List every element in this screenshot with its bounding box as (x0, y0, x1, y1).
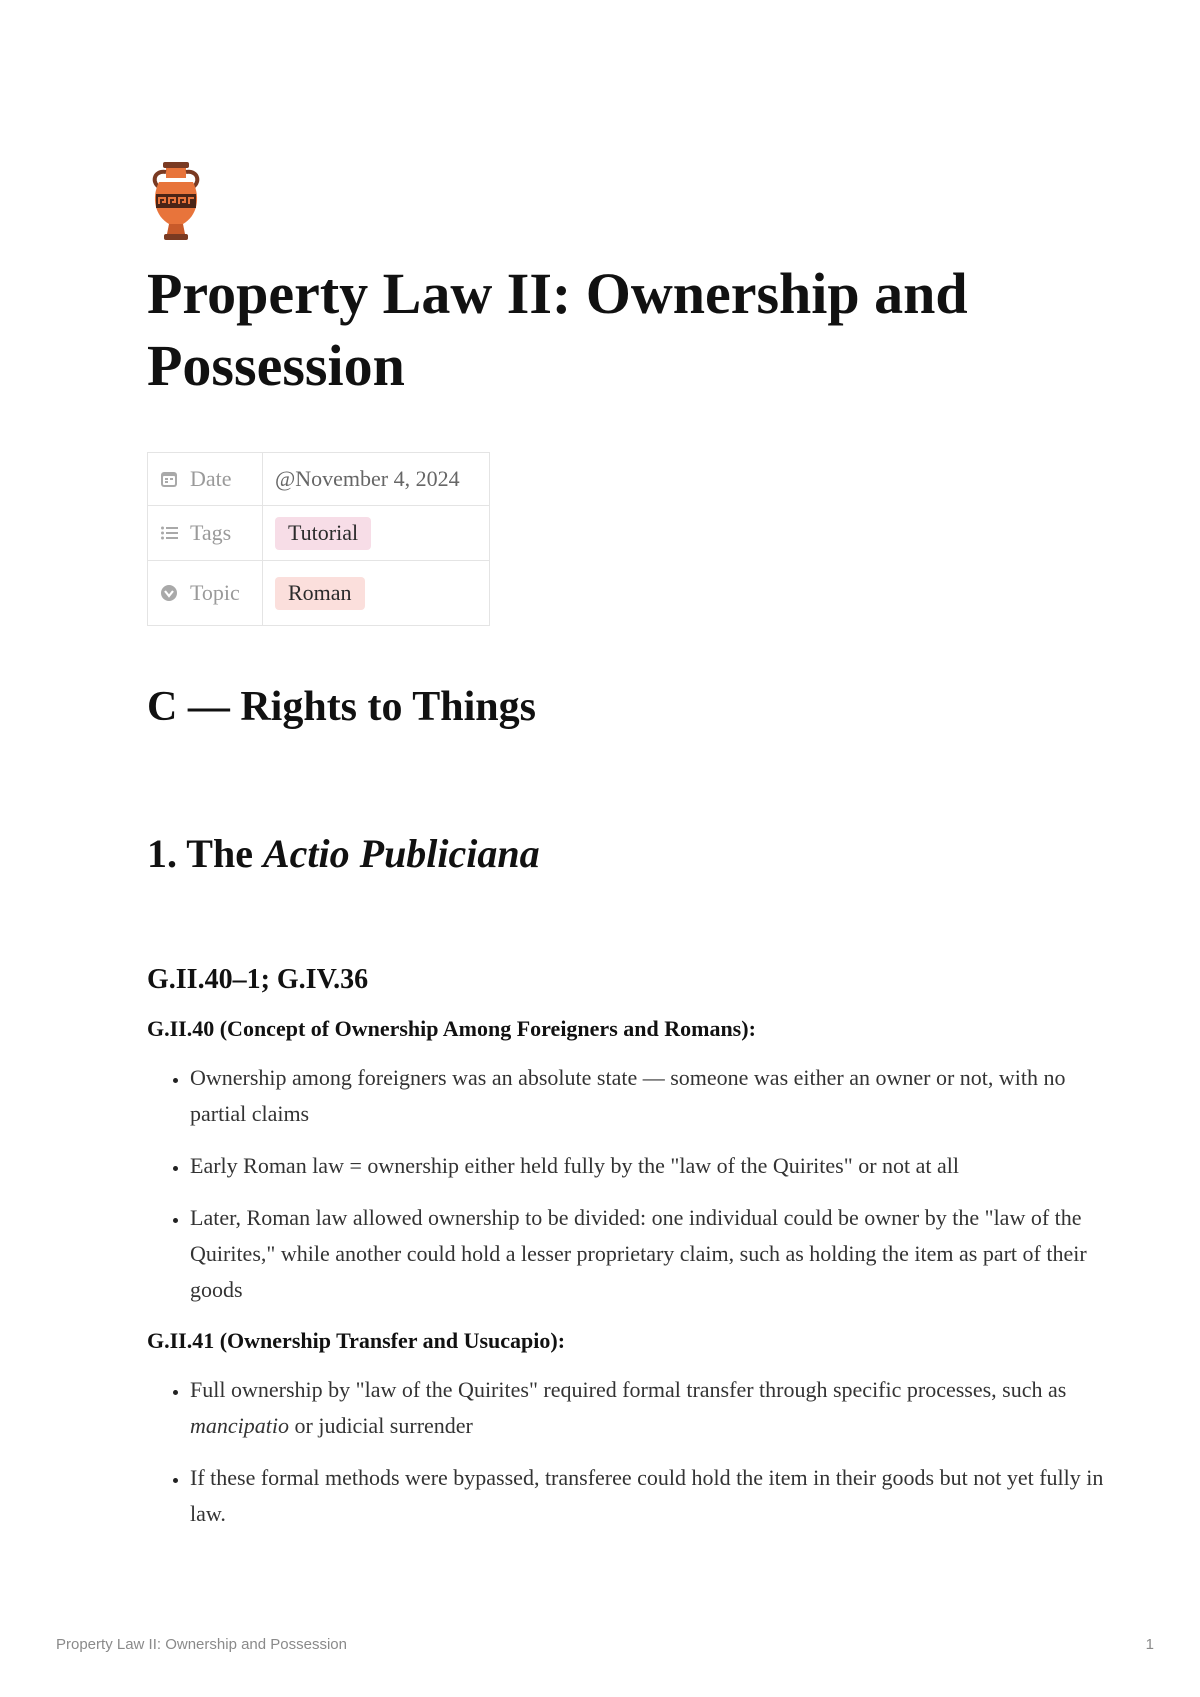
calendar-icon (160, 470, 178, 488)
property-key (148, 506, 263, 561)
property-row-date[interactable] (148, 453, 490, 506)
tag-roman[interactable]: Roman (275, 577, 365, 610)
property-value-tags (263, 506, 490, 561)
list-item: • If these formal methods were bypassed, transferee could hold the item in their goods but not yet fully in law. (190, 1460, 1110, 1532)
property-row-tags[interactable] (148, 506, 490, 561)
footer-title: Property Law II: Ownership and Possession (56, 1636, 347, 1653)
section-title-g-ii-40: G.II.40 (Concept of Ownership Among Foreigners and Romans): (147, 1016, 756, 1041)
properties-table (147, 452, 490, 626)
list-item (190, 1372, 1110, 1444)
list-item: • Ownership among foreigners was an absolute state — someone was either an owner or not, with no partial claims (190, 1060, 1110, 1132)
property-key (148, 561, 263, 626)
property-label-topic: Topic (190, 580, 240, 605)
heading-italic: Actio Publiciana (262, 831, 540, 876)
heading-rights-to-things: C — Rights to Things (147, 684, 536, 730)
list-item: • Early Roman law = ownership either held fully by the "law of the Quirites" or not at all (190, 1148, 1110, 1184)
bullet-list-g-ii-40 (147, 1060, 1110, 1324)
heading-actio-publiciana (147, 829, 540, 879)
list-icon (160, 524, 178, 542)
property-value-topic (263, 561, 490, 626)
heading-prefix: 1. The (147, 831, 263, 876)
property-key (148, 453, 263, 506)
property-value-date[interactable]: @November 4, 2024 (263, 453, 490, 506)
property-row-topic[interactable] (148, 561, 490, 626)
select-circle-icon (160, 584, 178, 602)
page-title: Property Law II: Ownership and Possession (147, 261, 968, 398)
bullet-italic-term: mancipatio (190, 1413, 289, 1438)
bullet-list-g-ii-41 (147, 1372, 1110, 1548)
bullet-text: Full ownership by "law of the Quirites" required formal transfer through specific processes, such as (190, 1377, 1067, 1402)
property-label-date: Date (190, 466, 232, 491)
bullet-text: or judicial surrender (289, 1413, 473, 1438)
footer-page-number: 1 (1145, 1636, 1154, 1653)
section-title-g-ii-41: G.II.41 (Ownership Transfer and Usucapio): (147, 1328, 566, 1353)
heading-citation: G.II.40–1; G.IV.36 (147, 964, 369, 995)
list-item: • Later, Roman law allowed ownership to be divided: one individual could be owner by the "law of the Quirites," while another could hold a lesser proprietary claim, such as holding the item as part of their goods (190, 1200, 1110, 1308)
amphora-icon (147, 160, 205, 242)
property-label-tags: Tags (190, 520, 232, 545)
tag-tutorial[interactable]: Tutorial (275, 517, 371, 550)
